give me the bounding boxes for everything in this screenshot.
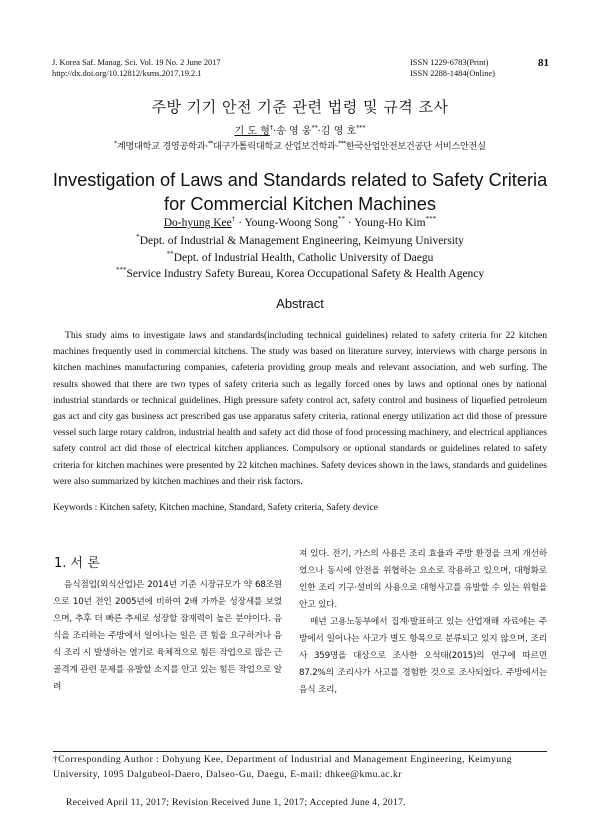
journal-citation: J. Korea Saf. Manag. Sci. Vol. 19 No. 2 June 2017 <box>52 58 221 67</box>
issn-block <box>410 57 495 79</box>
korean-author-1-mark: † <box>269 124 273 132</box>
corresponding-author-footnote: †Corresponding Author : Dohyung Kee, Department of Industrial and Management Engineering, Keimyung University, 1095 Dalgubeol-Daero, Dalseo-Gu, Daegu, E-mail: dhkee@kmu.ac.kr <box>53 754 512 780</box>
english-title <box>0 168 600 216</box>
english-authors: Do-hyung Kee† · Young-Woong Song** · Young-Ho Kim*** <box>163 215 437 229</box>
body-column-right <box>299 546 547 699</box>
abstract-heading: Abstract <box>276 296 324 311</box>
korean-title: 주방 기기 안전 기준 관련 법령 및 규격 조사 <box>151 98 449 116</box>
body-column-left <box>53 577 282 696</box>
section-title: 1. 서 론 <box>54 556 100 571</box>
issn-print: ISSN 1229-6783(Print) <box>410 58 489 67</box>
keywords-label: Keywords : <box>53 502 98 513</box>
journal-header <box>52 57 221 79</box>
paragraph: 음식점업(외식산업)은 2014년 기준 시장규모가 약 68조원으로 10년 전인 2005년에 비하여 2배 가까운 성장세를 보였으며, 추후 더 빠른 추세로 성장할 잠재력이 높은 분야이다. 음식을 조리하는 주방에서 일어나는 일은 큰 힘을 요구하거나 음식 조리 시 발생하는 열기로 육체적으로 힘든 작업으로 많은 근골격계 관련 문제를 유발할 소지를 안고 있는 힘든 작업으로 알려 <box>53 580 282 692</box>
english-affil-1: *Dept. of Industrial & Management Engineering, Keimyung University <box>136 233 464 247</box>
footnote-divider <box>53 751 547 752</box>
page-number: 81 <box>538 57 549 69</box>
korean-author-1: 기 도 형 <box>234 126 270 137</box>
paragraph: 져 있다. 전기, 가스의 사용은 조리 효율과 주방 환경을 크게 개선하였으나 동시에 안전을 위협하는 요소로 작용하고 있으며, 대형화로 인한 조리 기구·설비의 사용으로 대형사고를 유발할 수 있는 위험을 안고 있다. <box>299 549 547 610</box>
abstract-text: This study aims to investigate laws and standards(including technical guidelines) related to safety criteria for 22 kitchen machines frequently used in commercial kitchens. The study was based on literature survey, interviews with charge persons in kitchen machines manufacturing companies, cafeteria providing group meals and relevant association, and web surfing. The results showed that there are two types of safety criteria such as legally forced ones by laws and optional ones by national industrial standards or technical guidelines. High pressure safety control act, safety control and business of liquefied petroleum gas act and city gas business act prescribed gas use apparatus safety criteria, rational energy utilization act did those of pressure vessel such large rotary caldron, industrial health and safety act did those of food processing machinery, and electrical appliances safety control act did those of electrical kitchen appliances. Compulsory or optional standards or guidelines related to safety criteria for kitchen machines were presented by 22 kitchen machines. Safety devices shown in the laws, standards and guidelines were also summarized by kitchen machines and their risk factors. <box>53 330 547 487</box>
english-author-2: Young-Woong Song <box>244 216 338 229</box>
korean-affil-2: 대구가톨릭대학교 산업보건학과 <box>212 141 336 152</box>
doi-link[interactable]: http://dx.doi.org/10.12812/ksms.2017.19.2.1 <box>52 69 202 78</box>
korean-affil-1: 계명대학교 경영공학과 <box>116 141 206 152</box>
english-affil-2: **Dept. of Industrial Health, Catholic University of Daegu <box>166 250 434 264</box>
english-title-line-1: Investigation of Laws and Standards related to Safety Criteria <box>52 170 548 190</box>
issn-online: ISSN 2288-1484(Online) <box>410 69 495 78</box>
keywords <box>53 502 547 513</box>
korean-affiliations: *계명대학교 경영공학과·**대구가톨릭대학교 산업보건학과·***한국산업안전보건공단 서비스안전실 <box>114 140 486 152</box>
received-dates: Received April 11, 2017; Revision Received June 1, 2017; Accepted June 4, 2017. <box>66 797 406 808</box>
english-author-3: Young-Ho Kim <box>354 216 426 229</box>
korean-author-3: 김 영 호 <box>320 126 357 137</box>
english-title-line-2: for Commercial Kitchen Machines <box>164 194 436 214</box>
paragraph: 매년 고용노동부에서 집계·발표하고 있는 산업재해 자료에는 주방에서 일어나는 사고가 별도 항목으로 분류되고 있지 않으며, 조리사 359명을 대상으로 조사한 오석태(2015)의 연구에 따르면 87.2%의 조리사가 사고를 경험한 것으로 조사되었다. 주방에서는 음식 조리, <box>299 617 547 695</box>
korean-affil-3: 한국산업안전보건공단 서비스안전실 <box>345 141 486 152</box>
korean-authors: 기 도 형†·송 영 웅**·김 영 호*** <box>234 124 366 137</box>
korean-author-2: 송 영 웅 <box>276 126 312 137</box>
keywords-list: Kitchen safety, Kitchen machine, Standard, Safety criteria, Safety device <box>99 502 378 513</box>
english-affil-3: ***Service Industry Safety Bureau, Korea Occupational Safety & Health Agency <box>115 266 485 280</box>
english-author-1: Do-hyung Kee <box>163 216 232 229</box>
